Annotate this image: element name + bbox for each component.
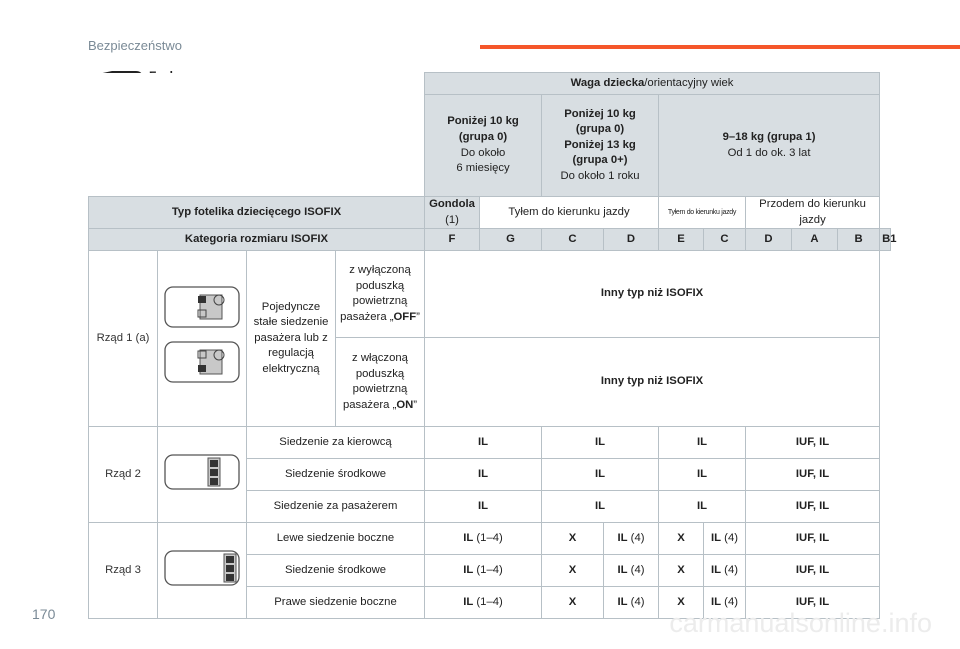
row1-label: Rząd 1 (a) — [89, 251, 158, 427]
row3-value: X — [659, 555, 704, 587]
front-seat-diagram-icon — [162, 284, 242, 388]
row3-value: X — [542, 587, 604, 619]
row3-value: IL (1–4) — [425, 555, 542, 587]
row2-value: IL — [659, 427, 746, 459]
section-title: Bezpieczeństwo — [88, 38, 182, 53]
size-cat: B — [838, 229, 880, 251]
weight-header: Waga dziecka/orientacyjny wiek — [425, 73, 880, 95]
gondola-cell: Gondola (1) — [425, 197, 480, 229]
row3-label: Rząd 3 — [89, 523, 158, 619]
row2-value: IL — [542, 491, 659, 523]
row2-value: IL — [425, 427, 542, 459]
size-cat: C — [704, 229, 746, 251]
row3-value: IL (1–4) — [425, 523, 542, 555]
row2-seat-name: Siedzenie za pasażerem — [247, 491, 425, 523]
row1-seat-description: Pojedyncze stałe siedzenie pasażera lub z regulacją elektryczną — [247, 251, 336, 427]
row3-value: IL (4) — [704, 587, 746, 619]
watermark: carmanualsonline.info — [669, 608, 932, 638]
row3-value: IUF, IL — [746, 523, 880, 555]
row2-seat-diagram-icon — [162, 452, 242, 492]
row2-seat-name: Siedzenie środkowe — [247, 459, 425, 491]
size-label: Kategoria rozmiaru ISOFIX — [89, 229, 425, 251]
row3-value: IUF, IL — [746, 555, 880, 587]
row2-value: IUF, IL — [746, 491, 880, 523]
row2-value: IL — [425, 491, 542, 523]
row3-value: IUF, IL — [746, 587, 880, 619]
row2-seat-name: Siedzenie za kierowcą — [247, 427, 425, 459]
group1-header: 9–18 kg (grupa 1) Od 1 do ok. 3 lat — [659, 95, 880, 197]
row2-value: IUF, IL — [746, 459, 880, 491]
group0-header: Poniżej 10 kg (grupa 0) Do około 6 miesięcy — [425, 95, 542, 197]
rearward-cell: Tyłem do kierunku jazdy — [480, 197, 659, 229]
row1-result-off: Inny typ niż ISOFIX — [425, 251, 880, 338]
size-cat: E — [659, 229, 704, 251]
row3-seat-name: Siedzenie środkowe — [247, 555, 425, 587]
row3-value: IL (4) — [604, 587, 659, 619]
row3-value: X — [659, 523, 704, 555]
rearward-cell-small: Tyłem do kierunku jazdy — [659, 197, 746, 229]
row3-value: IL (1–4) — [425, 587, 542, 619]
row1-diagram — [158, 251, 247, 427]
row3-value: X — [659, 587, 704, 619]
row2-label: Rząd 2 — [89, 427, 158, 523]
type-label: Typ fotelika dziecięcego ISOFIX — [89, 197, 425, 229]
row3-value: X — [542, 523, 604, 555]
row3-diagram — [158, 523, 247, 619]
size-cat: D — [746, 229, 792, 251]
row3-value: IL (4) — [704, 523, 746, 555]
size-cat: C — [542, 229, 604, 251]
page-number: 170 — [32, 606, 56, 622]
row3-value: IL (4) — [604, 523, 659, 555]
row2-value: IL — [542, 427, 659, 459]
size-cat: B1 — [880, 229, 891, 251]
row2-value: IL — [659, 491, 746, 523]
row2-value: IL — [659, 459, 746, 491]
size-cat: D — [604, 229, 659, 251]
size-cat: F — [425, 229, 480, 251]
row2-value: IUF, IL — [746, 427, 880, 459]
size-cat: A — [792, 229, 838, 251]
row3-seat-diagram-icon — [162, 548, 242, 588]
row3-value: IL (4) — [704, 555, 746, 587]
row3-value: X — [542, 555, 604, 587]
accent-bar — [480, 45, 960, 49]
airbag-on-cell: z włączoną poduszką powietrzną pasażera „ON” — [336, 338, 425, 427]
airbag-off-cell: z wyłączoną poduszką powietrzną pasażera „OFF” — [336, 251, 425, 338]
row3-seat-name: Lewe siedzenie boczne — [247, 523, 425, 555]
row2-value: IL — [542, 459, 659, 491]
row3-seat-name: Prawe siedzenie boczne — [247, 587, 425, 619]
row3-value: IL (4) — [604, 555, 659, 587]
size-cat: G — [480, 229, 542, 251]
row1-result-on: Inny typ niż ISOFIX — [425, 338, 880, 427]
row2-value: IL — [425, 459, 542, 491]
row2-diagram — [158, 427, 247, 523]
group0plus-header: Poniżej 10 kg (grupa 0) Poniżej 13 kg (grupa 0+) Do około 1 roku — [542, 95, 659, 197]
forward-cell: Przodem do kierunku jazdy — [746, 197, 880, 229]
isofix-table — [88, 72, 897, 619]
